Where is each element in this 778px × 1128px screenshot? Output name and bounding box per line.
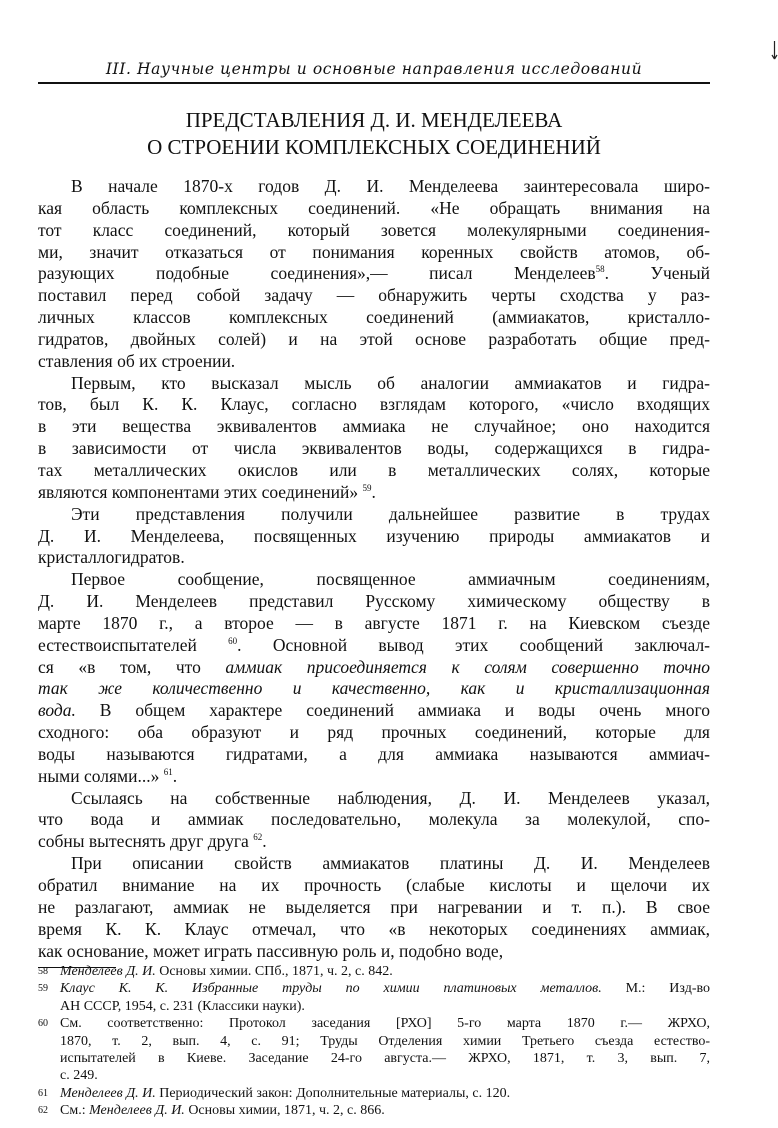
text-line — [38, 831, 710, 853]
paragraph — [38, 569, 710, 787]
text-run: кая область комплексных соединений. «Не обращать внимания на — [38, 197, 710, 218]
text-line — [38, 657, 710, 679]
text-line — [38, 678, 710, 700]
text-run: . Основной вывод этих сообщений заключал- — [237, 634, 711, 655]
text-run: в зависимости от числа эквивалентов воды, содержащихся в гидра- — [38, 438, 710, 459]
text-line — [38, 198, 710, 220]
text-run: естествоиспытателей — [38, 634, 229, 655]
body-text — [38, 176, 710, 962]
text-line — [38, 744, 710, 766]
text-line — [38, 919, 710, 941]
italic-text: так же количественно и качественно, как и кристаллизационная — [38, 678, 710, 699]
text-line — [38, 351, 710, 373]
text-line — [38, 526, 710, 548]
footnote — [38, 1015, 710, 1085]
text-line — [38, 394, 710, 416]
text-line — [38, 700, 710, 722]
footnote-number: 58 — [38, 966, 48, 977]
section-title-line: ПРЕДСТАВЛЕНИЯ Д. И. МЕНДЕЛЕЕВА — [185, 108, 563, 132]
text-run: Ссылаясь на собственные наблюдения, Д. И. Менделеев указал, — [71, 787, 710, 808]
paragraph — [38, 176, 710, 373]
text-run: М.: Изд-во — [601, 981, 710, 997]
paragraph — [38, 504, 710, 570]
text-line — [38, 220, 710, 242]
footnote-line — [60, 1085, 710, 1102]
text-line — [38, 416, 710, 438]
text-line — [38, 569, 710, 591]
footnote-line — [60, 980, 710, 997]
text-run: Основы химии, 1871, ч. 2, с. 866. — [184, 1103, 385, 1119]
footnote — [38, 1085, 710, 1102]
italic-text: аммиак присоединяется к солям совершенно точно — [225, 656, 710, 677]
text-run: что вода и аммиак последовательно, молекула за молекулой, спо- — [38, 809, 710, 830]
footnote-ref[interactable]: 60 — [228, 635, 238, 646]
text-line — [38, 897, 710, 919]
page-edge-mark — [771, 40, 778, 60]
text-run: . — [262, 831, 267, 852]
text-line — [38, 176, 710, 198]
footnote — [38, 963, 710, 980]
text-run: не разлагают, аммиак не выделяется при нагревании и т. п.). В свое — [38, 896, 710, 917]
text-line — [38, 242, 710, 264]
text-run: . — [371, 481, 376, 502]
text-run: время К. К. Клаус отмечал, что «в некоторых соединениях аммиак, — [38, 918, 710, 939]
text-run: Основы химии. СПб., 1871, ч. 2, с. 842. — [155, 964, 393, 979]
footnote-number: 61 — [38, 1087, 48, 1099]
text-line — [38, 263, 710, 285]
text-line — [38, 766, 710, 788]
text-run: в эти вещества эквивалентов аммиака не случайное; оно находится — [38, 416, 710, 437]
header-rule — [38, 82, 710, 84]
text-run: поставил перед собой задачу — обнаружить черты сходства у раз- — [38, 285, 710, 306]
footnote-line — [60, 1015, 710, 1032]
text-line — [38, 547, 710, 569]
italic-text: Менделеев Д. И. — [60, 1085, 156, 1101]
text-run: При описании свойств аммиакатов платины Д. И. Менделеев — [71, 853, 710, 874]
text-line — [38, 460, 710, 482]
footnote-number: 62 — [38, 1105, 48, 1117]
footnote-line — [60, 1102, 710, 1119]
text-run: сходного: оба образуют и ряд прочных соединений, которые для — [38, 722, 710, 743]
running-head: III. Научные центры и основные направления исследований — [105, 60, 643, 78]
text-run: ставления об их строении. — [38, 350, 236, 371]
text-run: являются компонентами этих соединений» — [38, 481, 363, 502]
footnote-ref[interactable]: 62 — [253, 832, 263, 843]
footnote-line — [60, 998, 710, 1015]
footnote-ref[interactable]: 59 — [362, 482, 372, 493]
text-run: АН СССР, 1954, с. 231 (Классики науки). — [60, 998, 305, 1014]
text-run: кристаллогидратов. — [38, 547, 185, 568]
text-line — [38, 438, 710, 460]
text-line — [38, 809, 710, 831]
footnote-ref[interactable]: 61 — [163, 766, 173, 777]
text-line — [38, 853, 710, 875]
footnote — [38, 1102, 710, 1119]
text-run: В общем характере соединений аммиака и воды очень много — [75, 700, 710, 721]
text-run: Д. И. Менделеев представил Русскому химическому обществу в — [38, 591, 710, 612]
text-line — [38, 373, 710, 395]
italic-text: Клаус К. К. Избранные труды по химии платиновых металлов. — [60, 981, 602, 997]
text-run: ся «в том, что — [38, 656, 226, 677]
footnote-number: 59 — [38, 983, 48, 995]
text-line — [38, 504, 710, 526]
text-run: марте 1870 г., а второе — в августе 1871 г. на Киевском съезде — [38, 612, 710, 633]
text-line — [38, 875, 710, 897]
text-run: личных классов комплексных соединений (аммиакатов, кристалло- — [38, 307, 710, 328]
text-line — [38, 722, 710, 744]
text-run: . — [172, 765, 178, 786]
section-title — [38, 107, 710, 161]
text-line — [38, 482, 710, 504]
footnote-number: 60 — [38, 1018, 48, 1030]
footnote-line — [60, 1067, 710, 1084]
text-run: тот класс соединений, который зовется молекулярными соединения- — [38, 219, 710, 240]
text-line — [38, 285, 710, 307]
text-run: воды называются гидратами, а для аммиака называются аммиач- — [38, 743, 710, 764]
text-run: собны вытеснять друг друга — [38, 831, 254, 852]
footnote-ref[interactable]: 58 — [595, 264, 605, 275]
text-run: испытателей в Киеве. Заседание 24-го августа.— ЖРХО, 1871, т. 3, вып. 7, — [60, 1051, 710, 1067]
text-run: В начале 1870-х годов Д. И. Менделеева заинтересовала широ- — [71, 176, 710, 196]
text-run: См. соответственно: Протокол заседания [РХО] 5-го марта 1870 г.— ЖРХО, — [60, 1016, 710, 1032]
italic-text: Менделеев Д. И. — [60, 964, 156, 979]
text-run: тов, был К. К. Клаус, согласно взглядам которого, «число входящих — [38, 394, 710, 415]
footnotes — [38, 963, 710, 1120]
text-run: с. 249. — [60, 1068, 98, 1084]
text-run: 1870, т. 2, вып. 4, с. 91; Труды Отделения химии Третьего съезда естество- — [60, 1033, 710, 1049]
text-run: Первое сообщение, посвященное аммиачным соединениям, — [71, 569, 710, 590]
text-run: как основание, может играть пассивную роль и, подобно воде, — [38, 940, 504, 961]
text-line — [38, 329, 710, 351]
italic-text: вода. — [38, 700, 76, 721]
section-title-line: О СТРОЕНИИ КОМПЛЕКСНЫХ СОЕДИНЕНИЙ — [147, 135, 601, 159]
text-run: обратил внимание на их прочность (слабые кислоты и щелочи их — [38, 875, 710, 895]
paragraph — [38, 373, 710, 504]
text-run: Первым, кто высказал мысль об аналогии аммиакатов и гидра- — [71, 372, 710, 393]
text-run: . Ученый — [604, 263, 711, 284]
text-line — [38, 613, 710, 635]
text-line — [38, 591, 710, 613]
text-line — [38, 635, 710, 657]
text-run: Д. И. Менделеева, посвященных изучению природы аммиакатов и — [38, 525, 710, 546]
text-run: См.: — [60, 1103, 90, 1119]
text-line — [38, 941, 710, 963]
footnote-line — [60, 1050, 710, 1067]
text-run: ными солями...» — [38, 765, 164, 786]
text-run: Эти представления получили дальнейшее развитие в трудах — [71, 503, 710, 524]
text-line — [38, 307, 710, 329]
text-run: тах металлических окислов или в металлических солях, которые — [38, 459, 710, 480]
italic-text: Менделеев Д. И. — [89, 1103, 185, 1119]
text-line — [38, 788, 710, 810]
footnote-line — [60, 963, 710, 980]
text-run: Периодический закон: Дополнительные материалы, с. 120. — [155, 1085, 511, 1101]
paragraph — [38, 853, 710, 962]
footnote — [38, 980, 710, 1015]
text-run: гидратов, двойных солей) и на этой основе разработать общие пред- — [38, 328, 710, 349]
text-run: разующих подобные соединения»,— писал Менделеев — [38, 263, 596, 284]
paragraph — [38, 788, 710, 854]
footnote-line — [60, 1033, 710, 1050]
text-run: ми, значит отказаться от понимания коренных свойств атомов, об- — [38, 241, 710, 262]
